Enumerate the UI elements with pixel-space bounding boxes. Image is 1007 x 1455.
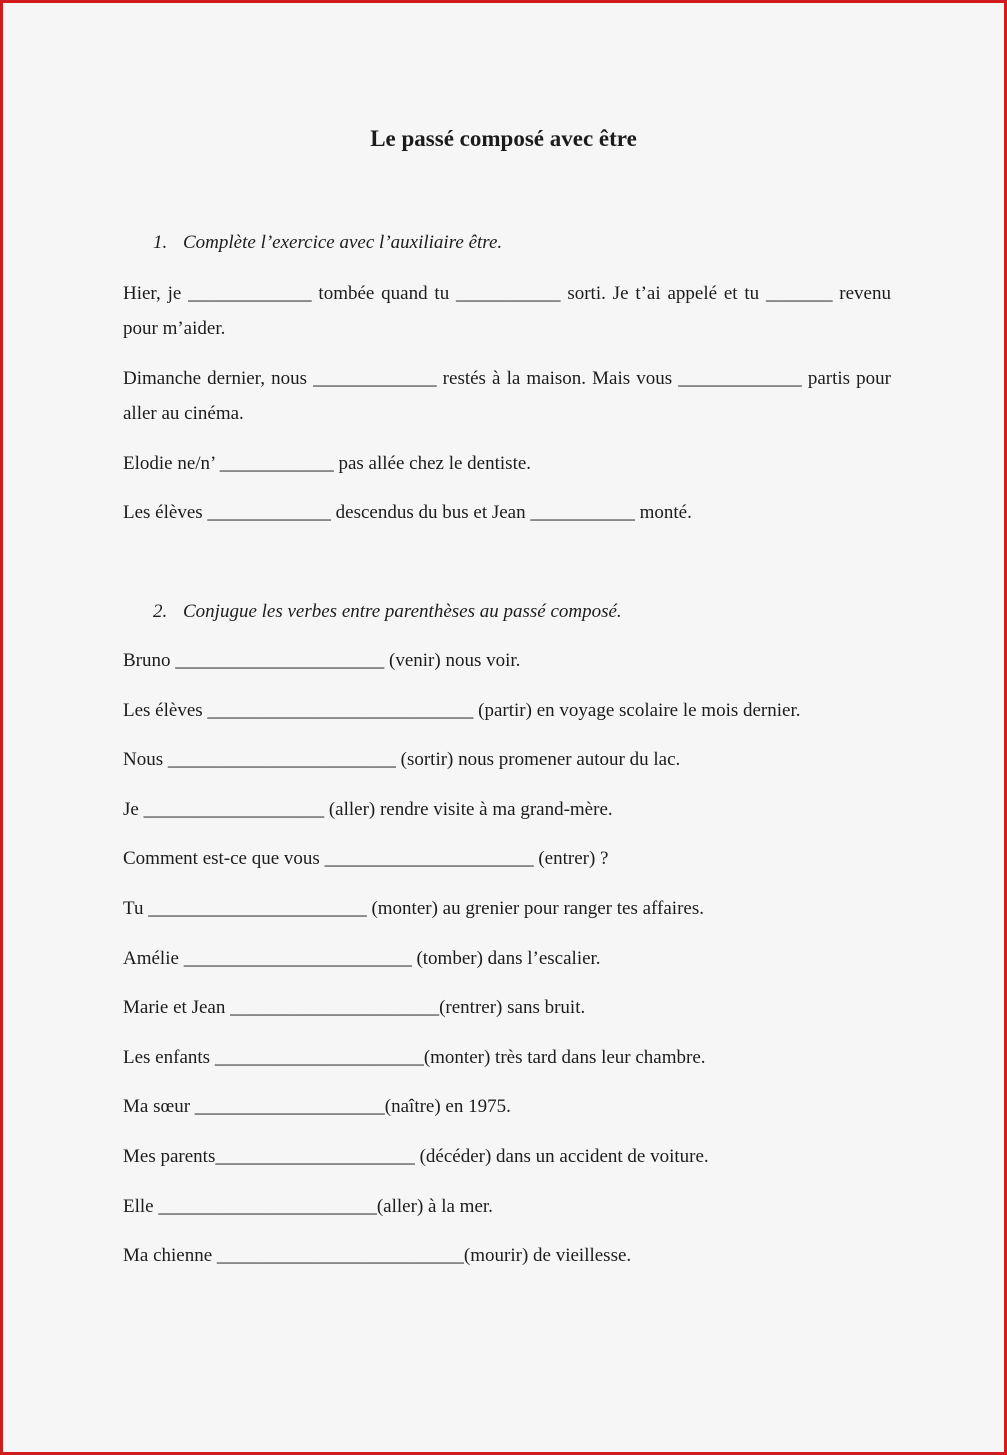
text-segment: Tu [123, 898, 149, 919]
text-segment: Elodie ne/n’ [123, 453, 220, 474]
exercise-1-number: 1. [153, 232, 168, 253]
exercise-2-item [123, 799, 613, 821]
exercise-1-instruction [153, 232, 502, 254]
text-segment: Bruno [123, 650, 176, 671]
exercise-2-item [123, 898, 704, 920]
exercise-1-text: Complète l’exercice avec l’auxiliaire être. [183, 232, 503, 253]
text-segment: (venir) nous voir. [384, 650, 521, 671]
text-segment: (partir) en voyage scolaire le mois dernier. [473, 700, 801, 721]
text-segment: Les élèves [123, 502, 208, 523]
text-segment: sorti. Je t’ai appelé et tu [560, 283, 766, 304]
exercise-2-item [123, 1146, 709, 1168]
text-segment: (rentrer) sans bruit. [439, 997, 586, 1018]
exercise-2-item [123, 700, 801, 722]
text-segment: (aller) à la mer. [376, 1196, 493, 1217]
text-segment: pas allée chez le dentiste. [333, 453, 532, 474]
exercise-2-text: Conjugue les verbes entre parenthèses au passé composé. [183, 601, 622, 622]
answer-blank[interactable]: _______________________ [148, 898, 367, 919]
text-segment: Mes parents [123, 1146, 216, 1167]
exercise-2-item [123, 997, 585, 1019]
answer-blank[interactable]: ________________________ [183, 948, 412, 969]
exercise-2-instruction [153, 601, 622, 623]
answer-blank[interactable]: ____________________________ [207, 700, 474, 721]
text-segment: Je [123, 799, 144, 820]
text-segment: Comment est-ce que vous [123, 848, 325, 869]
answer-blank[interactable]: _____________ [313, 368, 437, 389]
answer-blank[interactable]: ____________ [219, 453, 334, 474]
exercise-2-item [123, 749, 680, 771]
text-segment: (sortir) nous promener autour du lac. [395, 749, 681, 770]
text-segment: (aller) rendre visite à ma grand-mère. [324, 799, 613, 820]
text-segment: tombée quand tu [311, 283, 457, 304]
exercise-1-item-2 [123, 361, 891, 431]
exercise-2-item [123, 948, 601, 970]
text-segment: Nous [123, 749, 168, 770]
text-segment: Les élèves [123, 700, 208, 721]
text-segment: restés à la maison. Mais vous [436, 368, 679, 389]
text-segment: (entrer) ? [533, 848, 609, 869]
page-title: Le passé composé avec être [370, 126, 637, 151]
answer-blank[interactable]: _______________________ [158, 1196, 377, 1217]
answer-blank[interactable]: ______________________ [175, 650, 385, 671]
exercise-2-item [123, 1096, 511, 1118]
exercise-1-item-1 [123, 276, 891, 346]
text-segment: (monter) au grenier pour ranger tes affaires. [366, 898, 704, 919]
text-segment: (décéder) dans un accident de voiture. [414, 1146, 709, 1167]
text-segment: partis pour aller au cinéma. [123, 368, 891, 424]
answer-blank[interactable]: ____________________ [194, 1096, 385, 1117]
answer-blank[interactable]: _____________________ [215, 1146, 415, 1167]
text-segment: revenu pour m’aider. [123, 283, 891, 339]
text-segment: Dimanche dernier, nous [123, 368, 314, 389]
exercise-2-item [123, 1047, 706, 1069]
exercise-2-item [123, 848, 608, 870]
text-segment: monté. [634, 502, 692, 523]
exercise-2-item [123, 1245, 631, 1267]
exercise-2-item [123, 650, 520, 672]
text-segment: Amélie [123, 948, 184, 969]
answer-blank[interactable]: __________________________ [216, 1245, 464, 1266]
text-segment: Hier, je [123, 283, 189, 304]
text-segment: Ma chienne [123, 1245, 217, 1266]
text-segment: (monter) très tard dans leur chambre. [423, 1047, 706, 1068]
text-segment: Elle [123, 1196, 159, 1217]
answer-blank[interactable]: ___________________ [143, 799, 325, 820]
exercise-1-item-4 [123, 502, 692, 524]
answer-blank[interactable]: ______________________ [324, 848, 534, 869]
exercise-2-number: 2. [153, 601, 168, 622]
exercise-1-item-3 [123, 453, 531, 475]
answer-blank[interactable]: ___________ [530, 502, 635, 523]
text-segment: (mourir) de vieillesse. [463, 1245, 632, 1266]
answer-blank[interactable]: ___________ [456, 283, 561, 304]
text-segment: Marie et Jean [123, 997, 231, 1018]
answer-blank[interactable]: _____________ [207, 502, 331, 523]
answer-blank[interactable]: ________________________ [167, 749, 396, 770]
text-segment: descendus du bus et Jean [330, 502, 531, 523]
exercise-2-item [123, 1196, 493, 1218]
text-segment: Les enfants [123, 1047, 215, 1068]
answer-blank[interactable]: ______________________ [214, 1047, 424, 1068]
answer-blank[interactable]: _______ [765, 283, 833, 304]
text-segment: Ma sœur [123, 1096, 195, 1117]
answer-blank[interactable]: ______________________ [230, 997, 440, 1018]
text-segment: (naître) en 1975. [384, 1096, 511, 1117]
answer-blank[interactable]: _____________ [678, 368, 802, 389]
answer-blank[interactable]: _____________ [188, 283, 312, 304]
text-segment: (tomber) dans l’escalier. [411, 948, 601, 969]
